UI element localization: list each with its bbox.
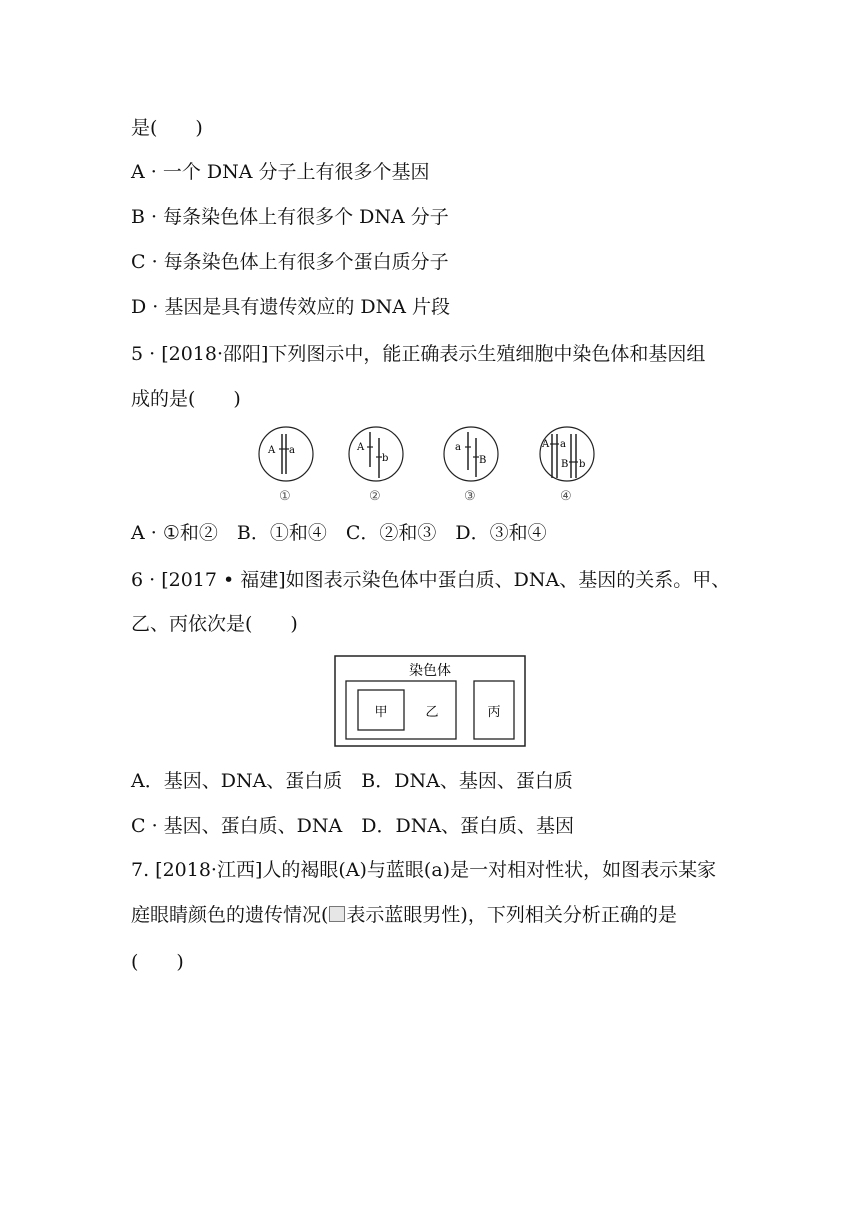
question-7-answer-blank: ( ) [131,951,184,973]
cell-3 [444,427,498,504]
outer-label: 染色体 [409,663,451,679]
cell-4 [540,427,594,504]
option-a: A · 一个 DNA 分子上有很多个基因 [131,161,430,183]
inner-label: 甲 [374,705,388,720]
gene-label: b [382,453,389,464]
blue-eye-male-symbol-icon [329,906,345,922]
cell-number: ④ [560,489,572,504]
right-label: 丙 [487,705,501,720]
question-5-options: A · ①和② B．①和④ C．②和③ D．③和④ [131,522,547,544]
cell-1 [259,427,313,504]
cells-figure [255,422,605,508]
question-7-stem: 7. [2018·江西]人的褐眼(A)与蓝眼(a)是一对相对性状，如图表示某家 [131,859,717,881]
option-b: B · 每条染色体上有很多个 DNA 分子 [131,206,449,228]
gene-label: B [561,459,569,470]
gene-label: A [542,439,550,450]
cell-number: ① [279,489,291,504]
gene-label: B [479,455,487,466]
cell-2 [349,427,403,504]
cell-number: ② [369,489,381,504]
question-7-text-a: 庭眼睛颜色的遗传情况( [131,904,329,926]
gene-label: A [268,445,276,456]
gene-label: a [455,442,461,453]
question-5-stem-cont: 成的是( ) [131,388,241,410]
gene-label: A [357,442,365,453]
option-d: D · 基因是具有遗传效应的 DNA 片段 [131,296,451,318]
middle-label: 乙 [425,705,439,720]
gene-label: b [579,459,586,470]
question-7-stem-cont [131,903,677,927]
chromosome-diagram [334,655,526,747]
option-c: C · 每条染色体上有很多个蛋白质分子 [131,251,449,273]
question-6-options-cd: C · 基因、蛋白质、DNA D．DNA、蛋白质、基因 [131,815,575,837]
question-6-stem: 6 · [2017 • 福建]如图表示染色体中蛋白质、DNA、基因的关系。甲、 [131,569,731,591]
question-5-stem: 5 · [2018·邵阳]下列图示中，能正确表示生殖细胞中染色体和基因组 [131,343,706,365]
question-4-stem-end: 是( ) [131,117,203,139]
cell-number: ③ [464,489,476,504]
gene-label: a [289,445,295,456]
question-6-stem-cont: 乙、丙依次是( ) [131,613,298,635]
question-6-options-ab: A．基因、DNA、蛋白质 B．DNA、基因、蛋白质 [131,770,573,792]
gene-label: a [560,439,566,450]
question-7-text-b: 表示蓝眼男性)，下列相关分析正确的是 [346,904,677,926]
